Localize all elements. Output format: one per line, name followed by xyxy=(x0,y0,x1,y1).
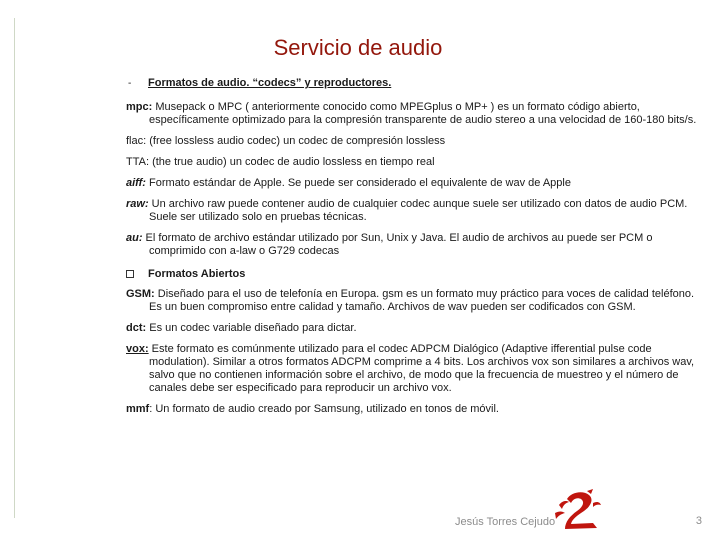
format-entry-tta xyxy=(126,156,698,169)
format-term: raw: xyxy=(126,198,149,210)
format-entry-flac xyxy=(126,135,698,148)
format-entry-gsm xyxy=(126,288,698,314)
format-entry-dct xyxy=(126,322,698,335)
page-number: 3 xyxy=(695,515,702,527)
format-term: dct: xyxy=(126,322,147,334)
format-description: Formato estándar de Apple. Se puede ser considerado el equivalente de wav de Apple xyxy=(145,177,571,189)
format-description: Musepack o MPC ( anteriormente conocido como MPEGplus o MP+ ) es un formato código abierto, específicamente optimizado para la compresión transparente de audio stereo a una velocidad de 160-180 bits/s. xyxy=(149,101,697,126)
format-entry-mpc xyxy=(126,101,698,127)
format-entry-au xyxy=(126,232,698,258)
dragon-logo-icon xyxy=(553,489,603,531)
dash-bullet-icon: - xyxy=(128,78,132,89)
slide-title: Servicio de audio xyxy=(273,35,443,60)
format-term: TTA: xyxy=(126,156,150,168)
format-description: El formato de archivo estándar utilizado por Sun, Unix y Java. El audio de archivos au puede ser PCM o comprimido con a-law o G729 codecas xyxy=(142,232,653,257)
format-description: : Un formato de audio creado por Samsung, utilizado en tonos de móvil. xyxy=(149,403,499,415)
format-term: vox: xyxy=(126,343,149,355)
section-heading-text: Formatos Abiertos xyxy=(148,268,246,280)
section-heading-text: Formatos de audio. “codecs” y reproductores. xyxy=(148,77,392,89)
footer-author: Jesús Torres Cejudo xyxy=(455,516,556,528)
slide-border-line xyxy=(14,18,15,518)
section-heading-formatos-audio xyxy=(126,77,698,90)
section-heading-formatos-abiertos xyxy=(126,268,698,281)
format-term: mmf xyxy=(126,403,150,415)
format-description: Es un codec variable diseñado para dictar. xyxy=(146,322,357,334)
format-term: flac: xyxy=(126,135,147,147)
format-term: au: xyxy=(126,232,143,244)
format-description: Este formato es comúnmente utilizado para el codec ADPCM Dialógico (Adaptive ifferential pulse code modulation). Similar a otros formatos ADCPM comprime a 4 bits. Los archivos vox son similares a archivos wav, salvo que no contienen información sobre el archivo, de modo que la frecuencia de muestreo y el número de canales debe ser especificado para reproducir un archivo vox. xyxy=(148,343,695,394)
format-entry-aiff xyxy=(126,177,698,190)
format-entry-mmf xyxy=(126,403,698,416)
format-entry-raw xyxy=(126,198,698,224)
format-description: Diseñado para el uso de telefonía en Europa. gsm es un formato muy práctico para voces de calidad teléfono. Es un buen compromiso entre calidad y tamaño. Archivos de wav pueden ser codificados con GSM. xyxy=(149,288,695,313)
square-bullet-icon xyxy=(126,270,134,278)
format-description: (the true audio) un codec de audio lossless en tiempo real xyxy=(149,156,435,168)
slide-content xyxy=(126,77,698,424)
format-term: GSM: xyxy=(126,288,155,300)
format-entry-vox xyxy=(126,343,698,395)
format-term: mpc: xyxy=(126,101,153,113)
format-description: Un archivo raw puede contener audio de cualquier codec aunque suele ser utilizado con datos de audio PCM. Suele ser utilizado solo en pruebas técnicas. xyxy=(148,198,688,223)
format-description: (free lossless audio codec) un codec de compresión lossless xyxy=(146,135,446,147)
format-term: aiff: xyxy=(126,177,146,189)
